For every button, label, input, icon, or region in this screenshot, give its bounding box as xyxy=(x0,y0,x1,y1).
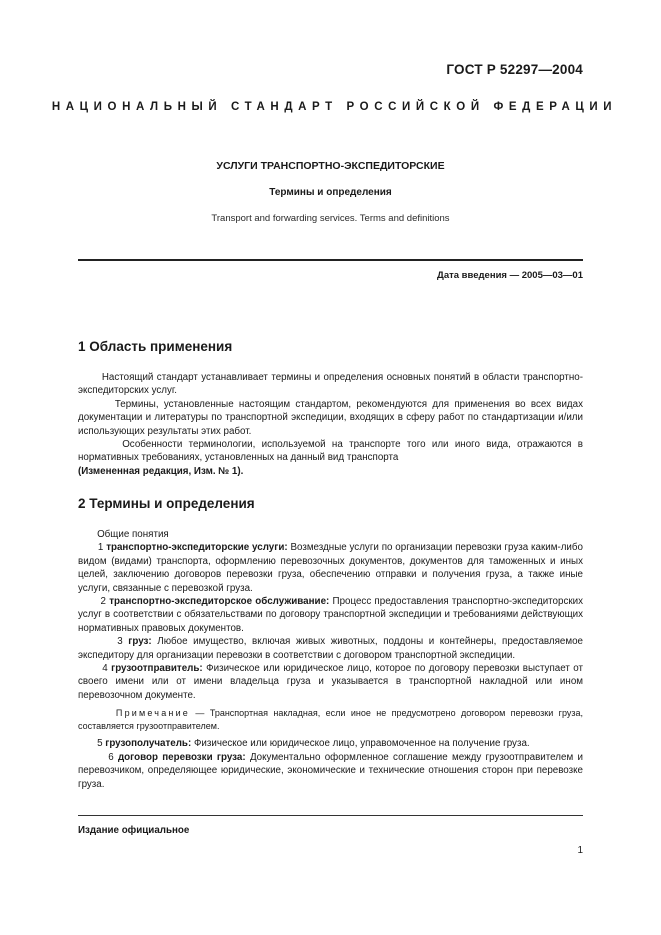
document-subtitle: Термины и определения xyxy=(269,187,392,198)
header-divider xyxy=(78,259,583,261)
page-number: 1 xyxy=(577,845,583,856)
document-title: УСЛУГИ ТРАНСПОРТНО-ЭКСПЕДИТОРСКИЕ xyxy=(216,160,445,172)
official-edition-label: Издание официальное xyxy=(78,825,190,836)
national-standard-title: НАЦИОНАЛЬНЫЙ СТАНДАРТ РОССИЙСКОЙ ФЕДЕРАЦИИ xyxy=(51,101,618,113)
section-1-heading: 1 Область применения xyxy=(78,339,233,354)
term-entry: 3 груз: Любое имущество, включая живых животных, поддоны и контейнеры, предоставляемое экспедитору для организации перевозки в соответствии с договором транспортной экспедиции. xyxy=(78,636,583,661)
term-entry: 2 транспортно-экспедиторское обслуживание: Процесс предоставления транспортно-экспедиторских услуг в соответствии с обязательствами по договору транспортной экспедиции и требованиями действующих нормативных правовых документов. xyxy=(78,596,584,634)
introduction-date: Дата введения — 2005—03—01 xyxy=(437,270,583,281)
term-entry: 5 грузополучатель: Физическое или юридическое лицо, управомоченное на получение груза. xyxy=(97,738,530,750)
gost-number: ГОСТ Р 52297—2004 xyxy=(446,62,583,77)
paragraph: Особенности терминологии, используемой на транспорте того или иного вида, отражаются в нормативных требованиях, установленных на данный вид транспорта xyxy=(78,439,583,464)
footer-divider xyxy=(78,815,583,816)
term-entry: 4 грузоотправитель: Физическое или юридическое лицо, которое по договору перевозки выступает от своего имени или от имени владельца груза и указывается в транспортной накладной или ином перевозочном документе. xyxy=(78,663,583,701)
paragraph: Термины, установленные настоящим стандартом, рекомендуются для применения во всех видах документации и литературы по транспортной экспедиции, входящих в сферу работ по стандартизации и/или использующих результаты этих работ. xyxy=(78,398,583,437)
note: Примечание — Транспортная накладная, если иное не предусмотрено договором перевозки груза, составляется грузоотправителем. xyxy=(78,708,583,731)
section-1-body xyxy=(78,371,583,478)
section-2-heading: 2 Термины и определения xyxy=(78,496,255,511)
term-entry: 6 договор перевозки груза: Документально оформленное соглашение между грузоотправителем и перевозчиком, определяющее юридические, экономические и технические отношения сторон при перевозке груза. xyxy=(78,751,583,790)
term-entry: 1 транспортно-экспедиторские услуги: Возмездные услуги по организации перевозки груза каким-либо видом (видами) транспорта, оформлению перевозочных документов, документов для таможенных и иных целей, заключению договоров перевозки груза, обеспечению отправки и получения груза, а также иные услуги, связанные с перевозкой груза. xyxy=(78,542,583,594)
document-title-english: Transport and forwarding services. Terms and definitions xyxy=(211,213,450,224)
paragraph: Настоящий стандарт устанавливает термины и определения основных понятий в области транспортно-экспедиторских услуг. xyxy=(78,372,583,397)
note-label: Примечание xyxy=(115,708,190,719)
amendment-note: (Измененная редакция, Изм. № 1). xyxy=(78,465,244,477)
section-2-body xyxy=(78,528,583,791)
general-concepts-label: Общие понятия xyxy=(97,529,169,540)
